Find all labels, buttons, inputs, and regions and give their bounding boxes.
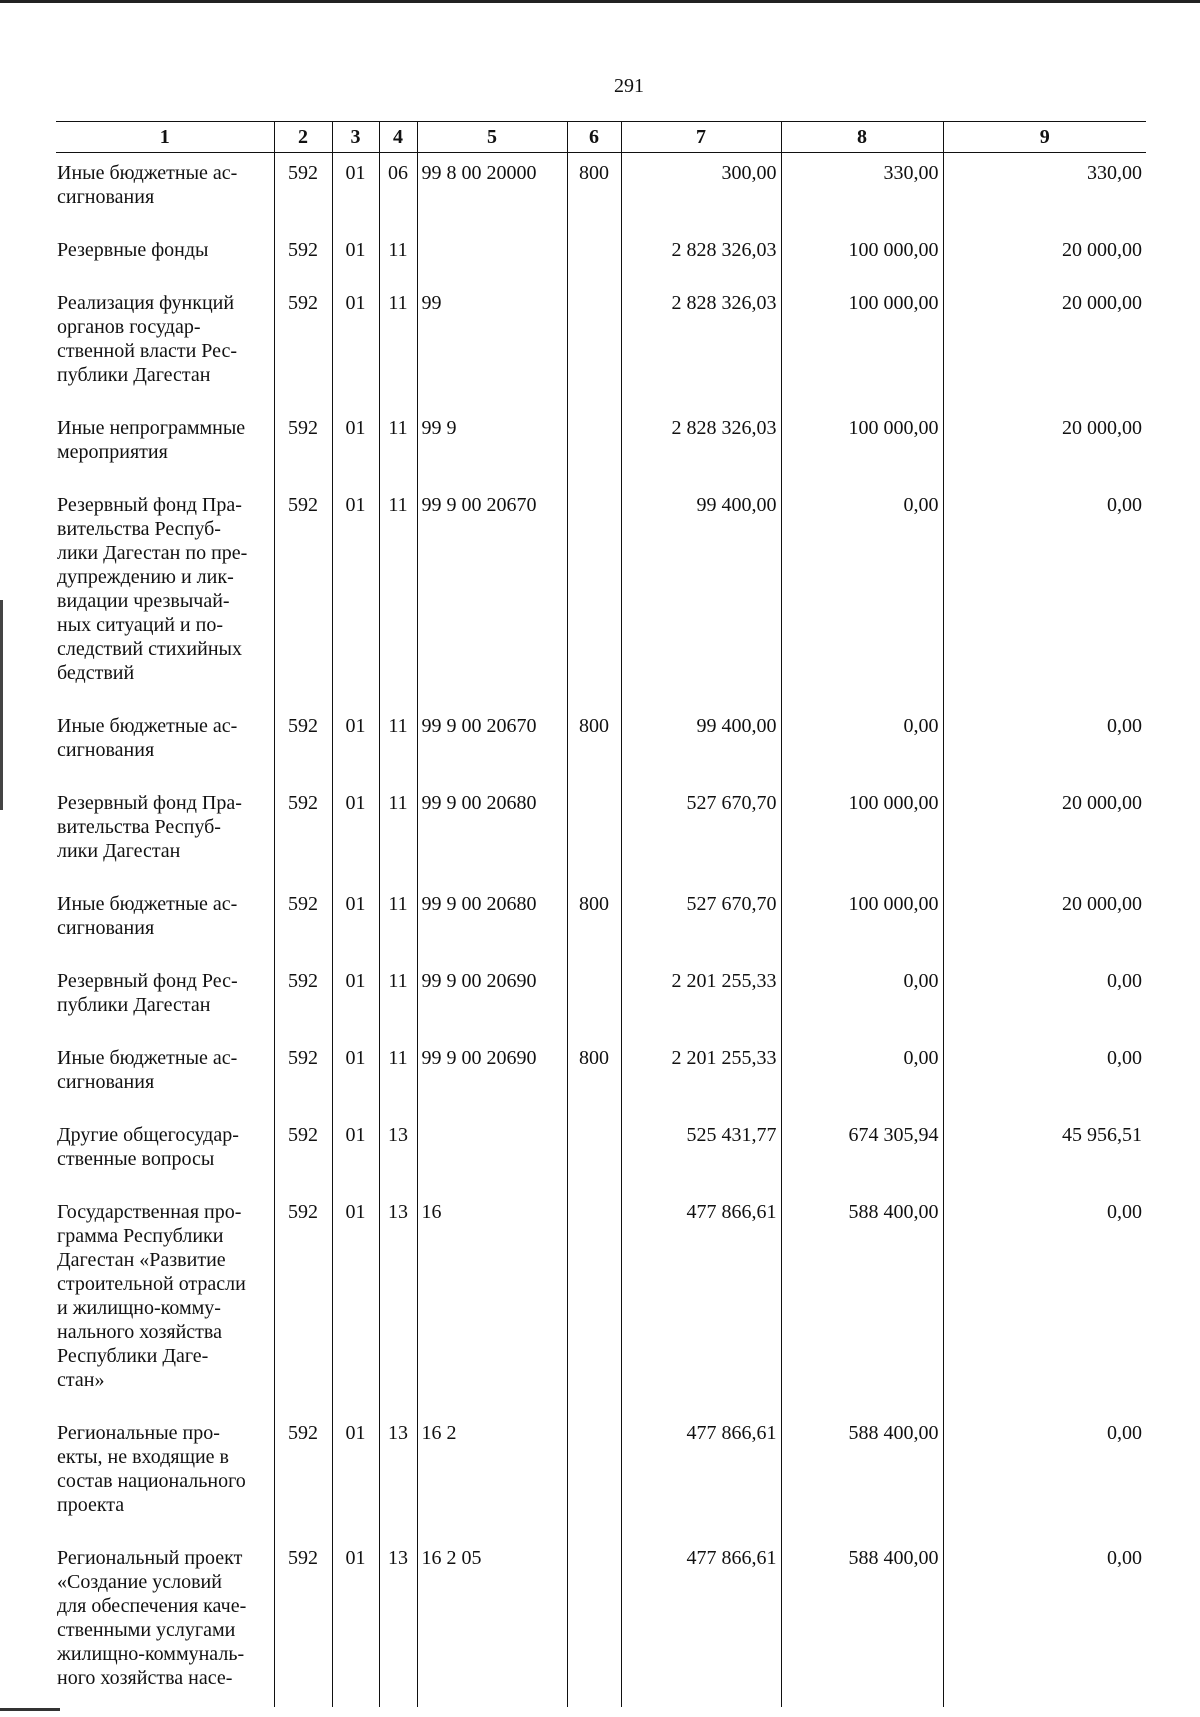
subsection-code: 13	[379, 1188, 417, 1409]
ministry-code: 592	[274, 481, 332, 702]
section-code: 01	[332, 1409, 379, 1534]
expense-type-code: 800	[567, 702, 621, 779]
amount-col-8: 0,00	[781, 702, 943, 779]
amount-col-8: 100 000,00	[781, 279, 943, 404]
table-row	[56, 226, 1146, 279]
amount-col-9: 20 000,00	[943, 279, 1146, 404]
target-article-code: 16 2	[417, 1409, 567, 1534]
item-name: Иные непрограммные мероприятия	[57, 417, 246, 463]
amount-col-7: 525 431,77	[621, 1111, 781, 1188]
amount-col-8: 330,00	[781, 153, 943, 227]
amount-col-9: 0,00	[943, 957, 1146, 1034]
item-name: Резервный фонд Рес- публики Дагестан	[57, 970, 238, 1016]
amount-col-8: 674 305,94	[781, 1111, 943, 1188]
subsection-code: 06	[379, 153, 417, 227]
column-header: 6	[567, 122, 621, 153]
section-code: 01	[332, 1111, 379, 1188]
subsection-code: 11	[379, 880, 417, 957]
scan-edge-bottom	[0, 1708, 60, 1711]
table-row	[56, 957, 1146, 1034]
item-name: Государственная про- грамма Республики Дагестан «Развитие строительной отрасли и жилищно-комму- нального хозяйства Республики Даге- стан»	[57, 1201, 246, 1391]
subsection-code: 11	[379, 279, 417, 404]
target-article-code	[417, 226, 567, 279]
subsection-code: 11	[379, 957, 417, 1034]
amount-col-7: 99 400,00	[621, 481, 781, 702]
ministry-code: 592	[274, 153, 332, 227]
section-code: 01	[332, 404, 379, 481]
target-article-code	[417, 1111, 567, 1188]
amount-col-8: 0,00	[781, 481, 943, 702]
amount-col-7: 2 828 326,03	[621, 404, 781, 481]
amount-col-7: 2 828 326,03	[621, 226, 781, 279]
section-code: 01	[332, 1188, 379, 1409]
column-header: 2	[274, 122, 332, 153]
item-name: Другие общегосудар- ственные вопросы	[57, 1124, 239, 1170]
amount-col-7: 477 866,61	[621, 1409, 781, 1534]
amount-col-7: 300,00	[621, 153, 781, 227]
amount-col-9: 0,00	[943, 702, 1146, 779]
table-row	[56, 702, 1146, 779]
ministry-code: 592	[274, 1534, 332, 1707]
table-row	[56, 779, 1146, 880]
page-number: 291	[614, 75, 644, 97]
subsection-code: 11	[379, 1034, 417, 1111]
expense-type-code	[567, 1188, 621, 1409]
amount-col-8: 588 400,00	[781, 1188, 943, 1409]
section-code: 01	[332, 957, 379, 1034]
amount-col-8: 100 000,00	[781, 226, 943, 279]
table-row	[56, 481, 1146, 702]
expense-type-code	[567, 226, 621, 279]
item-name: Резервные фонды	[57, 239, 209, 261]
section-code: 01	[332, 1034, 379, 1111]
amount-col-9: 330,00	[943, 153, 1146, 227]
amount-col-9: 0,00	[943, 1409, 1146, 1534]
item-name: Региональные про- екты, не входящие в состав национального проекта	[57, 1422, 246, 1516]
item-name: Иные бюджетные ас- сигнования	[57, 715, 238, 761]
ministry-code: 592	[274, 1034, 332, 1111]
ministry-code: 592	[274, 279, 332, 404]
section-code: 01	[332, 1534, 379, 1707]
column-header: 7	[621, 122, 781, 153]
target-article-code: 16 2 05	[417, 1534, 567, 1707]
amount-col-7: 2 828 326,03	[621, 279, 781, 404]
expense-type-code	[567, 1409, 621, 1534]
subsection-code: 13	[379, 1111, 417, 1188]
item-name: Региональный проект «Создание условий для обеспечения каче- ственными услугами жилищно-коммуналь- ного хозяйства насе-	[57, 1547, 247, 1689]
header-row	[56, 122, 1146, 153]
subsection-code: 13	[379, 1534, 417, 1707]
table-row	[56, 1111, 1146, 1188]
amount-col-8: 0,00	[781, 1034, 943, 1111]
amount-col-9: 0,00	[943, 1034, 1146, 1111]
expense-type-code	[567, 481, 621, 702]
column-header: 8	[781, 122, 943, 153]
amount-col-7: 527 670,70	[621, 880, 781, 957]
section-code: 01	[332, 481, 379, 702]
scan-edge-left	[0, 600, 3, 810]
amount-col-7: 477 866,61	[621, 1188, 781, 1409]
expense-type-code: 800	[567, 153, 621, 227]
item-name: Иные бюджетные ас- сигнования	[57, 1047, 238, 1093]
target-article-code: 99 9 00 20680	[417, 880, 567, 957]
amount-col-9: 0,00	[943, 1188, 1146, 1409]
table-row	[56, 880, 1146, 957]
ministry-code: 592	[274, 404, 332, 481]
table-row	[56, 404, 1146, 481]
subsection-code: 13	[379, 1409, 417, 1534]
ministry-code: 592	[274, 226, 332, 279]
table-row	[56, 153, 1146, 227]
expense-type-code	[567, 1111, 621, 1188]
item-name: Иные бюджетные ас- сигнования	[57, 162, 238, 208]
amount-col-7: 2 201 255,33	[621, 1034, 781, 1111]
ministry-code: 592	[274, 779, 332, 880]
expense-type-code	[567, 279, 621, 404]
target-article-code: 99 9 00 20690	[417, 1034, 567, 1111]
amount-col-7: 477 866,61	[621, 1534, 781, 1707]
subsection-code: 11	[379, 702, 417, 779]
target-article-code: 99 9	[417, 404, 567, 481]
section-code: 01	[332, 880, 379, 957]
target-article-code: 16	[417, 1188, 567, 1409]
amount-col-8: 0,00	[781, 957, 943, 1034]
ministry-code: 592	[274, 1409, 332, 1534]
scan-edge-top	[0, 0, 1200, 3]
expense-type-code: 800	[567, 880, 621, 957]
ministry-code: 592	[274, 702, 332, 779]
expense-type-code	[567, 957, 621, 1034]
ministry-code: 592	[274, 1188, 332, 1409]
target-article-code: 99 9 00 20680	[417, 779, 567, 880]
amount-col-8: 100 000,00	[781, 779, 943, 880]
amount-col-7: 99 400,00	[621, 702, 781, 779]
target-article-code: 99 9 00 20670	[417, 481, 567, 702]
ministry-code: 592	[274, 880, 332, 957]
amount-col-9: 0,00	[943, 1534, 1146, 1707]
column-header: 1	[56, 122, 274, 153]
item-name: Резервный фонд Пра- вительства Респуб- лики Дагестан	[57, 792, 242, 862]
ministry-code: 592	[274, 957, 332, 1034]
amount-col-8: 100 000,00	[781, 404, 943, 481]
expense-type-code	[567, 1534, 621, 1707]
subsection-code: 11	[379, 779, 417, 880]
section-code: 01	[332, 279, 379, 404]
amount-col-9: 20 000,00	[943, 880, 1146, 957]
amount-col-8: 100 000,00	[781, 880, 943, 957]
subsection-code: 11	[379, 226, 417, 279]
ministry-code: 592	[274, 1111, 332, 1188]
item-name: Резервный фонд Пра- вительства Респуб- лики Дагестан по пре- дупреждению и лик- видации чрезвычай- ных ситуаций и по- следствий стихийных бедствий	[57, 494, 248, 684]
amount-col-7: 527 670,70	[621, 779, 781, 880]
amount-col-8: 588 400,00	[781, 1534, 943, 1707]
column-header: 5	[417, 122, 567, 153]
table-row	[56, 1034, 1146, 1111]
section-code: 01	[332, 226, 379, 279]
amount-col-9: 20 000,00	[943, 404, 1146, 481]
target-article-code: 99 8 00 20000	[417, 153, 567, 227]
column-header: 3	[332, 122, 379, 153]
subsection-code: 11	[379, 481, 417, 702]
target-article-code: 99 9 00 20690	[417, 957, 567, 1034]
section-code: 01	[332, 153, 379, 227]
table-row	[56, 1534, 1146, 1707]
expense-type-code	[567, 779, 621, 880]
expense-type-code: 800	[567, 1034, 621, 1111]
table-row	[56, 1188, 1146, 1409]
amount-col-7: 2 201 255,33	[621, 957, 781, 1034]
column-header: 9	[943, 122, 1146, 153]
item-name: Иные бюджетные ас- сигнования	[57, 893, 238, 939]
amount-col-9: 45 956,51	[943, 1111, 1146, 1188]
table-body	[56, 153, 1146, 1708]
amount-col-9: 0,00	[943, 481, 1146, 702]
subsection-code: 11	[379, 404, 417, 481]
item-name: Реализация функций органов государ- ственной власти Рес- публики Дагестан	[57, 292, 238, 386]
amount-col-8: 588 400,00	[781, 1409, 943, 1534]
section-code: 01	[332, 779, 379, 880]
section-code: 01	[332, 702, 379, 779]
column-header: 4	[379, 122, 417, 153]
budget-table	[56, 121, 1146, 1707]
table-row	[56, 279, 1146, 404]
table-row	[56, 1409, 1146, 1534]
target-article-code: 99	[417, 279, 567, 404]
amount-col-9: 20 000,00	[943, 779, 1146, 880]
target-article-code: 99 9 00 20670	[417, 702, 567, 779]
amount-col-9: 20 000,00	[943, 226, 1146, 279]
expense-type-code	[567, 404, 621, 481]
